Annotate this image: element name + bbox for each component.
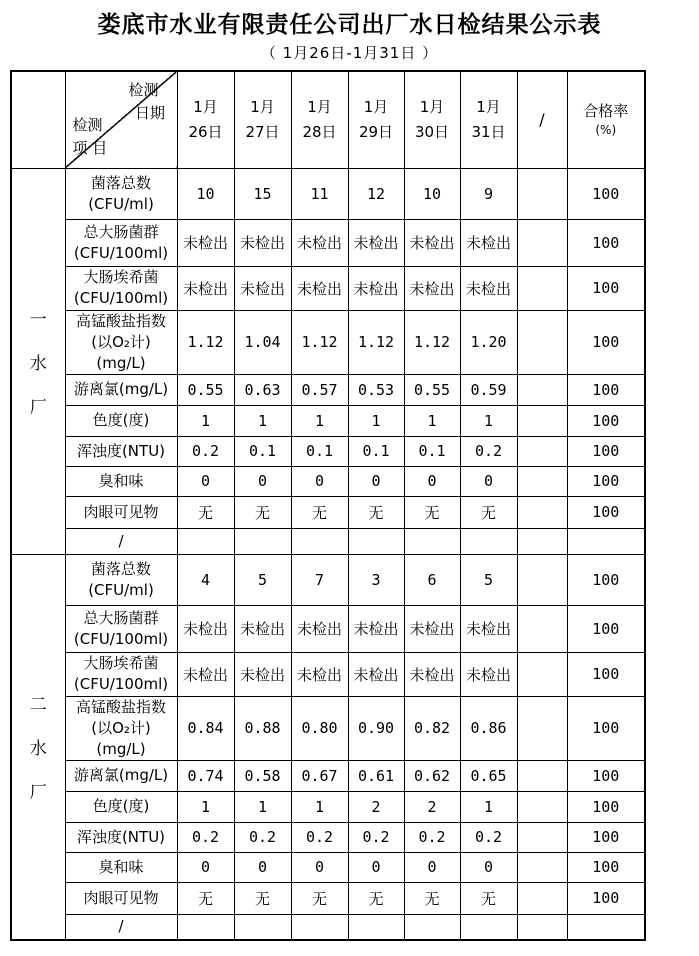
header-row bbox=[11, 71, 645, 168]
pass-rate-cell: 100 bbox=[567, 436, 645, 466]
date-header-line: 1月 bbox=[193, 98, 218, 116]
value-cell: 0 bbox=[404, 466, 460, 496]
corner-diagonal-cell bbox=[65, 71, 177, 168]
date-header-line: 31日 bbox=[471, 122, 506, 141]
value-cell: 0.65 bbox=[460, 760, 517, 791]
value-cell: 15 bbox=[234, 168, 291, 219]
value-cell: 11 bbox=[291, 168, 348, 219]
value-cell: 3 bbox=[348, 554, 404, 605]
pass-rate-header-line: 合格率 bbox=[583, 101, 629, 120]
value-cell: 未检出 bbox=[460, 652, 517, 696]
value-cell: 0 bbox=[460, 466, 517, 496]
value-cell: 1.12 bbox=[348, 310, 404, 374]
value-cell: 无 bbox=[291, 496, 348, 528]
value-cell: 0 bbox=[234, 852, 291, 882]
value-cell: 1 bbox=[348, 405, 404, 436]
parameter-label-line: 总大肠菌群 bbox=[83, 608, 159, 627]
value-cell: 0 bbox=[460, 852, 517, 882]
date-column-header bbox=[404, 71, 460, 168]
parameter-label-cell bbox=[65, 605, 177, 652]
table-row bbox=[11, 852, 645, 882]
slash-cell bbox=[517, 914, 567, 940]
value-cell: 无 bbox=[234, 882, 291, 914]
inspection-results-table bbox=[10, 70, 646, 941]
parameter-label-line: 浑浊度(NTU) bbox=[76, 441, 166, 460]
date-header-line: 1月 bbox=[307, 98, 332, 116]
value-cell: 0 bbox=[348, 852, 404, 882]
table-row bbox=[11, 374, 645, 405]
value-cell: 0.88 bbox=[234, 696, 291, 760]
parameter-label-line: 高锰酸盐指数 bbox=[75, 697, 166, 716]
date-header-line: 26日 bbox=[188, 122, 223, 141]
parameter-label-line: (CFU/100ml) bbox=[73, 675, 169, 693]
slash-cell bbox=[517, 852, 567, 882]
pass-rate-cell bbox=[567, 528, 645, 554]
slash-cell bbox=[517, 466, 567, 496]
value-cell: 6 bbox=[404, 554, 460, 605]
pass-rate-cell: 100 bbox=[567, 374, 645, 405]
parameter-label-cell bbox=[65, 882, 177, 914]
value-cell: 未检出 bbox=[177, 652, 234, 696]
value-cell: 1 bbox=[177, 791, 234, 822]
value-cell bbox=[291, 528, 348, 554]
value-cell: 无 bbox=[177, 882, 234, 914]
value-cell: 1 bbox=[460, 791, 517, 822]
value-cell: 0.82 bbox=[404, 696, 460, 760]
corner-item-label-line: 检测 bbox=[72, 116, 103, 134]
parameter-label-line: 高锰酸盐指数 bbox=[75, 311, 166, 330]
value-cell: 0.63 bbox=[234, 374, 291, 405]
pass-rate-cell: 100 bbox=[567, 496, 645, 528]
value-cell: 0.2 bbox=[404, 822, 460, 852]
parameter-label-line: 臭和味 bbox=[98, 471, 144, 490]
parameter-label-line: (CFU/100ml) bbox=[73, 629, 169, 648]
parameter-label-cell bbox=[65, 528, 177, 554]
value-cell bbox=[234, 528, 291, 554]
slash-cell bbox=[517, 554, 567, 605]
table-row bbox=[11, 554, 645, 605]
value-cell: 1 bbox=[234, 791, 291, 822]
plant-name-char: 水 bbox=[29, 353, 47, 374]
pass-rate-cell: 100 bbox=[567, 696, 645, 760]
parameter-label-cell bbox=[65, 852, 177, 882]
value-cell: 0.1 bbox=[234, 436, 291, 466]
parameter-label-cell bbox=[65, 168, 177, 219]
corner-date-label-line: 检测 bbox=[128, 81, 159, 99]
parameter-label-line: (mg/L) bbox=[96, 739, 146, 758]
pass-rate-cell: 100 bbox=[567, 466, 645, 496]
value-cell: 10 bbox=[177, 168, 234, 219]
slash-cell bbox=[517, 266, 567, 310]
date-header-line: 1月 bbox=[363, 98, 389, 116]
parameter-label-line: 肉眼可见物 bbox=[83, 502, 159, 521]
date-header-line: 1月 bbox=[476, 98, 501, 116]
parameter-label-cell bbox=[65, 436, 177, 466]
date-header-line: 1月 bbox=[419, 98, 445, 116]
parameter-label-line: 总大肠菌群 bbox=[83, 222, 159, 241]
value-cell bbox=[348, 914, 404, 940]
corner-item-label-line: 项 目 bbox=[72, 139, 108, 158]
value-cell: 2 bbox=[404, 791, 460, 822]
value-cell: 未检出 bbox=[177, 605, 234, 652]
table-row bbox=[11, 219, 645, 266]
value-cell: 未检出 bbox=[404, 219, 460, 266]
pass-rate-cell: 100 bbox=[567, 882, 645, 914]
parameter-label-line: (CFU/ml) bbox=[88, 580, 154, 599]
plant-column-header bbox=[11, 71, 65, 168]
value-cell: 0 bbox=[177, 466, 234, 496]
pass-rate-cell: 100 bbox=[567, 266, 645, 310]
page-subtitle: （ 1月26日-1月31日 ） bbox=[260, 44, 439, 62]
parameter-label-cell bbox=[65, 652, 177, 696]
value-cell: 9 bbox=[460, 168, 517, 219]
value-cell: 1.12 bbox=[404, 310, 460, 374]
value-cell: 无 bbox=[177, 496, 234, 528]
pass-rate-cell: 100 bbox=[567, 791, 645, 822]
value-cell: 5 bbox=[234, 554, 291, 605]
value-cell: 0.80 bbox=[291, 696, 348, 760]
slash-cell bbox=[517, 791, 567, 822]
value-cell: 0 bbox=[404, 852, 460, 882]
slash-cell bbox=[517, 436, 567, 466]
parameter-label-line: 浑浊度(NTU) bbox=[76, 827, 166, 846]
value-cell: 0.1 bbox=[404, 436, 460, 466]
value-cell: 无 bbox=[460, 496, 517, 528]
plant-name-char: 厂 bbox=[29, 783, 47, 804]
slash-cell bbox=[517, 496, 567, 528]
parameter-label-line: (以O₂计) bbox=[91, 332, 151, 351]
value-cell bbox=[234, 914, 291, 940]
value-cell bbox=[404, 528, 460, 554]
parameter-label-line: 大肠埃希菌 bbox=[83, 268, 159, 286]
slash-cell bbox=[517, 605, 567, 652]
parameter-label-line: / bbox=[118, 917, 124, 936]
value-cell: 未检出 bbox=[291, 219, 348, 266]
value-cell: 0 bbox=[177, 852, 234, 882]
pass-rate-cell: 100 bbox=[567, 760, 645, 791]
value-cell: 0.2 bbox=[348, 822, 404, 852]
parameter-label-cell bbox=[65, 466, 177, 496]
page-title: 娄底市水业有限责任公司出厂水日检结果公示表 bbox=[97, 12, 602, 38]
parameter-label-line: (以O₂计) bbox=[91, 718, 151, 737]
parameter-label-line: / bbox=[118, 531, 124, 550]
pass-rate-cell: 100 bbox=[567, 822, 645, 852]
value-cell: 未检出 bbox=[460, 605, 517, 652]
value-cell: 未检出 bbox=[348, 266, 404, 310]
pass-rate-cell: 100 bbox=[567, 652, 645, 696]
table-row bbox=[11, 405, 645, 436]
value-cell bbox=[291, 914, 348, 940]
value-cell: 无 bbox=[460, 882, 517, 914]
value-cell: 0 bbox=[348, 466, 404, 496]
value-cell: 未检出 bbox=[348, 605, 404, 652]
value-cell: 0 bbox=[291, 466, 348, 496]
value-cell: 未检出 bbox=[234, 652, 291, 696]
value-cell: 无 bbox=[291, 882, 348, 914]
table-row bbox=[11, 882, 645, 914]
value-cell: 0.1 bbox=[291, 436, 348, 466]
value-cell: 1.04 bbox=[234, 310, 291, 374]
value-cell: 无 bbox=[348, 496, 404, 528]
value-cell bbox=[348, 528, 404, 554]
value-cell: 无 bbox=[234, 496, 291, 528]
table-row bbox=[11, 696, 645, 760]
value-cell: 0.2 bbox=[460, 436, 517, 466]
date-column-header bbox=[177, 71, 234, 168]
pass-rate-cell: 100 bbox=[567, 405, 645, 436]
table-row bbox=[11, 168, 645, 219]
value-cell: 0.84 bbox=[177, 696, 234, 760]
value-cell: 0 bbox=[291, 852, 348, 882]
parameter-label-cell bbox=[65, 374, 177, 405]
table-row bbox=[11, 528, 645, 554]
value-cell: 无 bbox=[404, 882, 460, 914]
date-header-line: 27日 bbox=[245, 122, 280, 141]
corner-date-label-line: 日期 bbox=[134, 104, 165, 123]
value-cell: 未检出 bbox=[177, 266, 234, 310]
slash-cell bbox=[517, 760, 567, 791]
value-cell: 1 bbox=[291, 405, 348, 436]
parameter-label-line: 臭和味 bbox=[98, 857, 144, 876]
table-row bbox=[11, 760, 645, 791]
value-cell: 1.12 bbox=[177, 310, 234, 374]
value-cell: 0.53 bbox=[348, 374, 404, 405]
slash-cell bbox=[517, 528, 567, 554]
slash-cell bbox=[517, 696, 567, 760]
table-row bbox=[11, 605, 645, 652]
slash-cell bbox=[517, 310, 567, 374]
parameter-label-line: 游离氯(mg/L) bbox=[73, 380, 169, 398]
value-cell: 1.20 bbox=[460, 310, 517, 374]
value-cell: 0.90 bbox=[348, 696, 404, 760]
value-cell: 1 bbox=[460, 405, 517, 436]
value-cell: 未检出 bbox=[234, 605, 291, 652]
table-row bbox=[11, 914, 645, 940]
value-cell: 未检出 bbox=[404, 652, 460, 696]
parameter-label-line: (mg/L) bbox=[96, 353, 146, 372]
parameter-label-line: 大肠埃希菌 bbox=[83, 654, 159, 672]
parameter-label-cell bbox=[65, 496, 177, 528]
slash-cell bbox=[517, 652, 567, 696]
parameter-label-line: 游离氯(mg/L) bbox=[73, 766, 169, 784]
value-cell: 0.57 bbox=[291, 374, 348, 405]
parameter-label-line: 菌落总数 bbox=[90, 559, 151, 578]
parameter-label-cell bbox=[65, 405, 177, 436]
value-cell bbox=[460, 914, 517, 940]
value-cell: 1 bbox=[234, 405, 291, 436]
parameter-label-line: 色度(度) bbox=[92, 411, 150, 429]
parameter-label-line: 肉眼可见物 bbox=[83, 888, 159, 907]
table-row bbox=[11, 266, 645, 310]
table-row bbox=[11, 310, 645, 374]
parameter-label-cell bbox=[65, 554, 177, 605]
parameter-label-line: (CFU/100ml) bbox=[73, 289, 169, 307]
value-cell bbox=[460, 528, 517, 554]
pass-rate-cell: 100 bbox=[567, 852, 645, 882]
value-cell: 未检出 bbox=[460, 266, 517, 310]
slash-cell bbox=[517, 168, 567, 219]
date-header-line: 1月 bbox=[250, 98, 275, 116]
slash-cell bbox=[517, 219, 567, 266]
value-cell: 0.59 bbox=[460, 374, 517, 405]
plant-name-cell bbox=[11, 554, 65, 940]
slash-cell bbox=[517, 882, 567, 914]
value-cell: 1 bbox=[404, 405, 460, 436]
slash-cell bbox=[517, 374, 567, 405]
value-cell: 未检出 bbox=[404, 266, 460, 310]
value-cell: 12 bbox=[348, 168, 404, 219]
pass-rate-cell: 100 bbox=[567, 310, 645, 374]
table-row bbox=[11, 791, 645, 822]
parameter-label-cell bbox=[65, 822, 177, 852]
value-cell bbox=[404, 914, 460, 940]
parameter-label-line: (CFU/ml) bbox=[88, 194, 154, 213]
parameter-label-cell bbox=[65, 219, 177, 266]
plant-name-char: 厂 bbox=[29, 397, 47, 418]
value-cell: 0.1 bbox=[348, 436, 404, 466]
parameter-label-cell bbox=[65, 791, 177, 822]
slash-column-header: / bbox=[517, 71, 567, 168]
pass-rate-cell: 100 bbox=[567, 168, 645, 219]
pass-rate-cell: 100 bbox=[567, 605, 645, 652]
value-cell: 0 bbox=[234, 466, 291, 496]
value-cell: 未检出 bbox=[460, 219, 517, 266]
date-column-header bbox=[234, 71, 291, 168]
slash-cell bbox=[517, 405, 567, 436]
pass-rate-cell: 100 bbox=[567, 554, 645, 605]
parameter-label-cell bbox=[65, 310, 177, 374]
plant-name-cell bbox=[11, 168, 65, 554]
table-row bbox=[11, 822, 645, 852]
value-cell: 未检出 bbox=[291, 605, 348, 652]
slash-cell bbox=[517, 822, 567, 852]
value-cell: 未检出 bbox=[234, 219, 291, 266]
value-cell: 1 bbox=[291, 791, 348, 822]
table-row bbox=[11, 466, 645, 496]
value-cell: 0.2 bbox=[460, 822, 517, 852]
value-cell: 未检出 bbox=[177, 219, 234, 266]
table-row bbox=[11, 496, 645, 528]
value-cell: 未检出 bbox=[234, 266, 291, 310]
value-cell: 未检出 bbox=[404, 605, 460, 652]
value-cell: 10 bbox=[404, 168, 460, 219]
value-cell: 未检出 bbox=[348, 652, 404, 696]
value-cell: 0.61 bbox=[348, 760, 404, 791]
plant-name-char: 水 bbox=[29, 739, 47, 760]
value-cell: 0.58 bbox=[234, 760, 291, 791]
value-cell: 无 bbox=[404, 496, 460, 528]
value-cell: 未检出 bbox=[348, 219, 404, 266]
value-cell: 4 bbox=[177, 554, 234, 605]
pass-rate-cell: 100 bbox=[567, 219, 645, 266]
date-column-header bbox=[291, 71, 348, 168]
value-cell: 无 bbox=[348, 882, 404, 914]
plant-name-char: 二 bbox=[29, 695, 47, 716]
value-cell: 0.2 bbox=[177, 436, 234, 466]
date-header-line: 30日 bbox=[414, 122, 450, 141]
table-row bbox=[11, 652, 645, 696]
value-cell bbox=[177, 528, 234, 554]
value-cell: 0.74 bbox=[177, 760, 234, 791]
value-cell: 0.55 bbox=[404, 374, 460, 405]
parameter-label-line: 色度(度) bbox=[92, 797, 150, 815]
date-column-header bbox=[348, 71, 404, 168]
value-cell: 0.86 bbox=[460, 696, 517, 760]
value-cell: 0.55 bbox=[177, 374, 234, 405]
parameter-label-cell bbox=[65, 696, 177, 760]
value-cell: 0.2 bbox=[177, 822, 234, 852]
parameter-label-cell bbox=[65, 760, 177, 791]
pass-rate-header bbox=[567, 71, 645, 168]
value-cell: 0.67 bbox=[291, 760, 348, 791]
parameter-label-line: (CFU/100ml) bbox=[73, 243, 169, 262]
value-cell bbox=[177, 914, 234, 940]
table-row bbox=[11, 436, 645, 466]
corner-item-label bbox=[73, 114, 108, 161]
date-header-line: 29日 bbox=[358, 122, 394, 141]
parameter-label-cell bbox=[65, 266, 177, 310]
parameter-label-line: 菌落总数 bbox=[90, 173, 151, 192]
parameter-label-cell bbox=[65, 914, 177, 940]
value-cell: 未检出 bbox=[291, 266, 348, 310]
value-cell: 0.2 bbox=[291, 822, 348, 852]
value-cell: 1 bbox=[177, 405, 234, 436]
date-header-line: 28日 bbox=[302, 122, 337, 141]
value-cell: 0.62 bbox=[404, 760, 460, 791]
value-cell: 5 bbox=[460, 554, 517, 605]
date-column-header bbox=[460, 71, 517, 168]
value-cell: 2 bbox=[348, 791, 404, 822]
corner-date-label bbox=[128, 79, 171, 126]
value-cell: 7 bbox=[291, 554, 348, 605]
value-cell: 0.2 bbox=[234, 822, 291, 852]
plant-name-char: 一 bbox=[29, 309, 47, 330]
value-cell: 未检出 bbox=[291, 652, 348, 696]
pass-rate-header-unit: (%) bbox=[595, 122, 617, 137]
pass-rate-cell bbox=[567, 914, 645, 940]
value-cell: 1.12 bbox=[291, 310, 348, 374]
